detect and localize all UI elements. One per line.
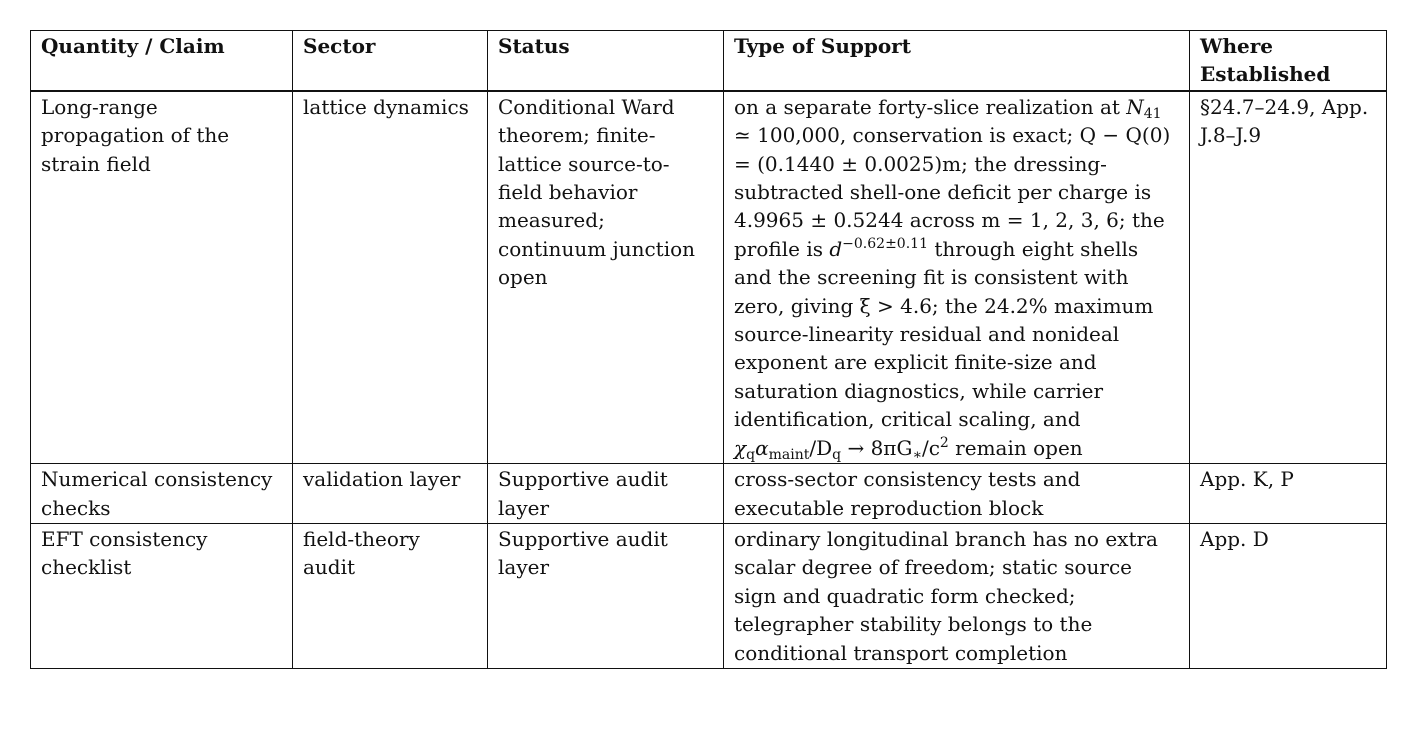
math-subscript: q bbox=[832, 446, 842, 463]
cell-support bbox=[724, 91, 1190, 464]
support-text: remain open bbox=[948, 435, 1083, 460]
table-header bbox=[31, 31, 1387, 91]
math-expression: m = 1, 2, 3, 6 bbox=[981, 208, 1119, 233]
support-text: ; the profile is bbox=[734, 208, 1165, 261]
math-symbol: d bbox=[829, 236, 843, 261]
math-symbol: χ bbox=[734, 435, 747, 460]
cell-support: cross-sector consistency tests and executable reproduction block bbox=[724, 464, 1190, 524]
cell-sector: field-theory audit bbox=[293, 523, 488, 668]
cell-status: Conditional Ward theorem; finite-lattice source-to-field behavior measured; continuum junction open bbox=[488, 91, 724, 464]
cell-support: ordinary longitudinal branch has no extra scalar degree of freedom; static source sign and quadratic form checked; telegrapher stability belongs to the conditional transport completion bbox=[724, 523, 1190, 668]
cell-claim: Numerical consistency checks bbox=[31, 464, 293, 524]
header-where-established: Where Established bbox=[1190, 31, 1387, 91]
support-text: on a separate forty-slice realization at bbox=[734, 94, 1127, 119]
header-sector: Sector bbox=[293, 31, 488, 91]
table-row bbox=[31, 91, 1387, 464]
table-row bbox=[31, 523, 1387, 668]
math-subscript: q bbox=[746, 446, 756, 463]
math-subscript: 41 bbox=[1143, 105, 1162, 122]
math-symbol: α bbox=[755, 435, 769, 460]
cell-claim: EFT consistency checklist bbox=[31, 523, 293, 668]
cell-claim: Long-range propagation of the strain field bbox=[31, 91, 293, 464]
cell-sector: validation layer bbox=[293, 464, 488, 524]
math-subscript: ∗ bbox=[912, 446, 922, 463]
math-expression: Q − Q(0) = (0.1440 ± 0.0025)m bbox=[734, 123, 1171, 176]
cell-where: App. D bbox=[1190, 523, 1387, 668]
math-symbol: N bbox=[1126, 94, 1144, 119]
cell-status: Supportive audit layer bbox=[488, 523, 724, 668]
math-subscript: maint bbox=[768, 446, 810, 463]
support-text: ; the dressing-subtracted shell-one deficit per charge is 4.9965 ± 0.5244 across bbox=[734, 151, 1152, 233]
support-text: ; the 24.2% maximum source-linearity residual and nonideal exponent are explicit finite-size and saturation diagnostics, while carrier identification, critical scaling, and bbox=[734, 293, 1154, 432]
support-text: through eight shells and the screening fit is consistent with zero, giving bbox=[734, 236, 1139, 318]
math-symbol: /D bbox=[809, 435, 833, 460]
cell-status: Supportive audit layer bbox=[488, 464, 724, 524]
cell-sector: lattice dynamics bbox=[293, 91, 488, 464]
cell-where: §24.7–24.9, App. J.8–J.9 bbox=[1190, 91, 1387, 464]
cell-where: App. K, P bbox=[1190, 464, 1387, 524]
math-expression: /c bbox=[921, 435, 940, 460]
support-text: ≃ 100,000, conservation is exact; bbox=[734, 123, 1080, 148]
math-superscript: 2 bbox=[939, 434, 949, 451]
table-row bbox=[31, 464, 1387, 524]
math-superscript: −0.62±0.11 bbox=[842, 235, 928, 252]
header-row bbox=[31, 31, 1387, 91]
claims-table bbox=[30, 30, 1387, 669]
math-expression: ξ > 4.6 bbox=[859, 293, 932, 318]
math-expression: → 8πG bbox=[841, 435, 913, 460]
header-type-of-support: Type of Support bbox=[724, 31, 1190, 91]
header-status: Status bbox=[488, 31, 724, 91]
table-body bbox=[31, 91, 1387, 669]
header-quantity-claim: Quantity / Claim bbox=[31, 31, 293, 91]
